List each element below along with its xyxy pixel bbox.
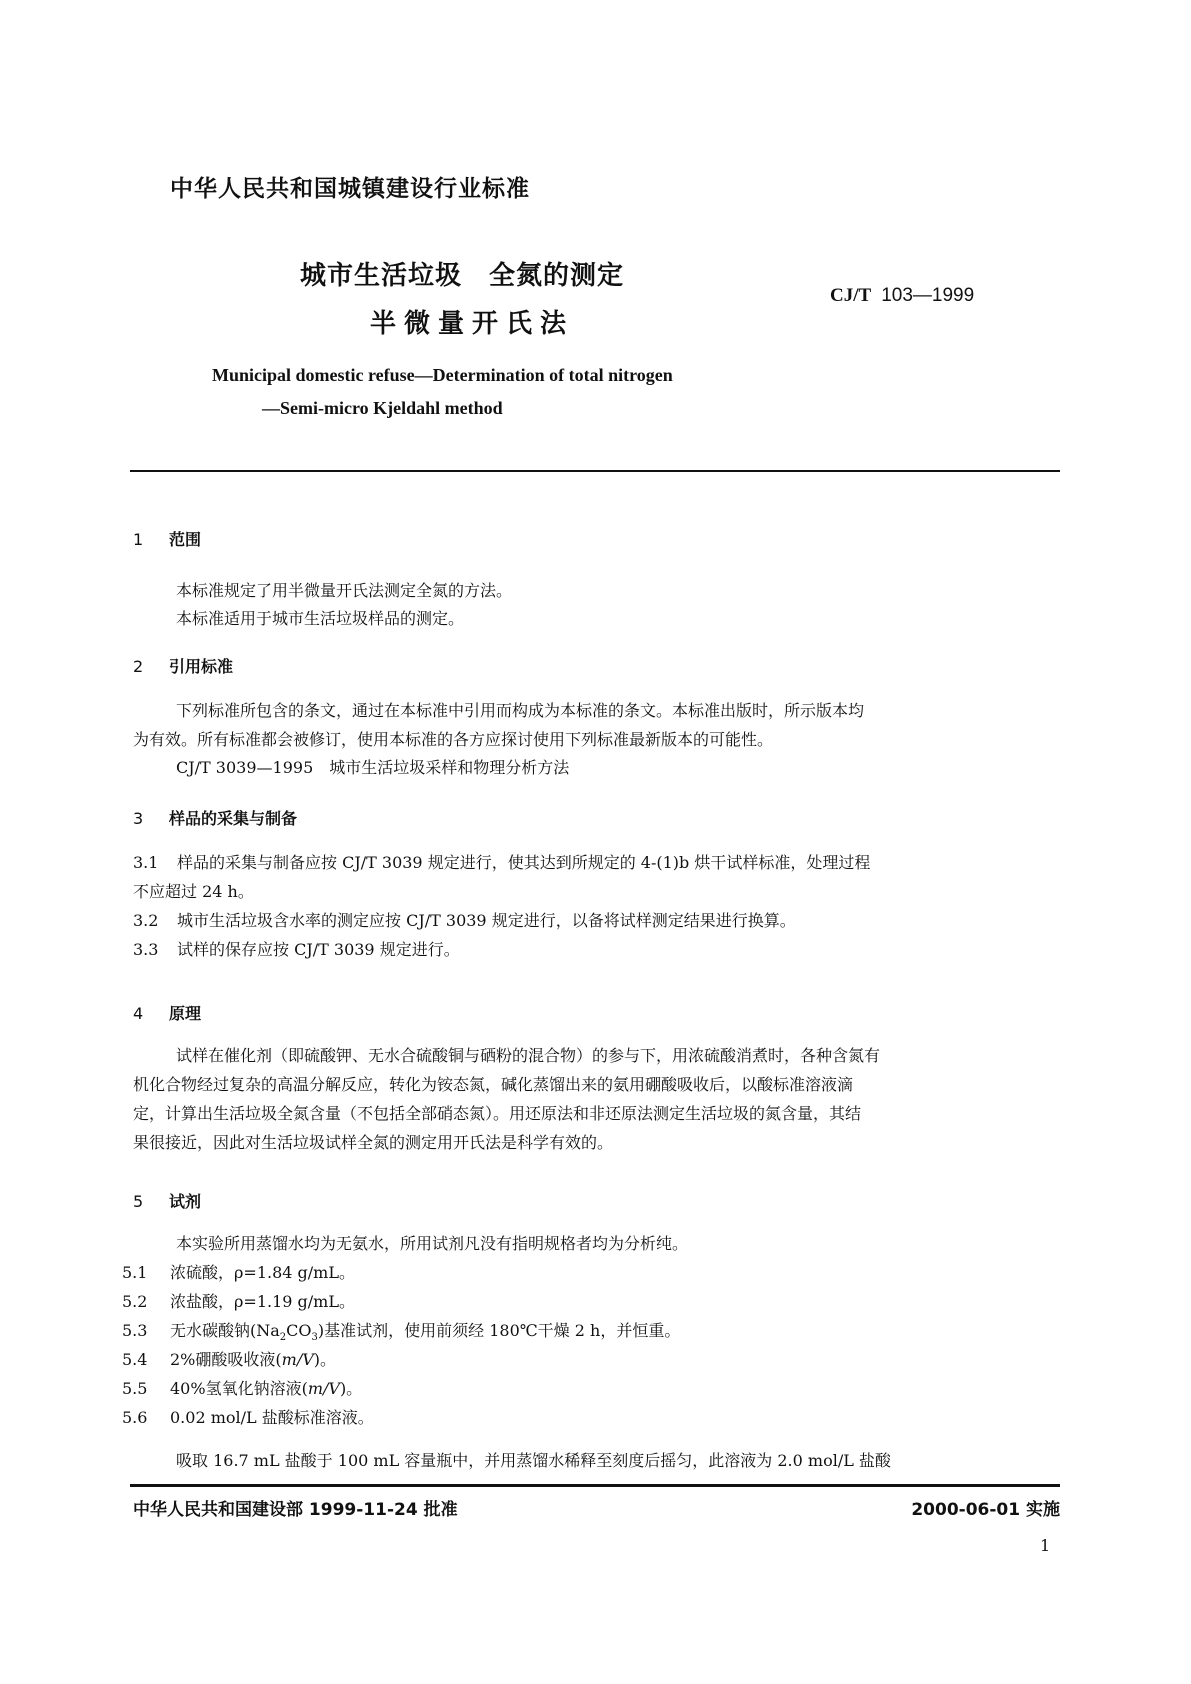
section-4-para: 果很接近，因此对生活垃圾试样全氮的测定用开氏法是科学有效的。	[133, 1133, 614, 1152]
clause-5-3: 5.3 无水碳酸钠$(Na_2CO_3)$基准试剂，使用前须经 180℃干燥 2 h，并恒重。	[122, 1321, 681, 1344]
footer-divider	[130, 1484, 1060, 1487]
clause-5-6-detail: 吸取 16.7 mL 盐酸于 100 mL 容量瓶中，并用蒸馏水稀释至刻度后摇匀，此溶液为 2.0 mol/L 盐酸	[176, 1451, 891, 1470]
standard-code-number: 103—1999	[881, 285, 975, 306]
clause-5-1: 5.1 浓硫酸，ρ=1.84 g/mL。	[122, 1263, 355, 1282]
document-title-line2: 半微量开氏法	[370, 309, 575, 339]
section-2-heading: 2 引用标准	[133, 657, 234, 676]
clause-3-1-cont: 不应超过 24 h。	[133, 882, 254, 901]
clause-5-6: 5.6 0.02 mol/L 盐酸标准溶液。	[122, 1408, 374, 1427]
section-2-para: 为有效。所有标准都会被修订，使用本标准的各方应探讨使用下列标准最新版本的可能性。	[133, 730, 774, 749]
section-1-para: 本标准适用于城市生活垃圾样品的测定。	[176, 609, 465, 628]
section-5-heading: 5 试剂	[133, 1192, 202, 1211]
section-1-heading: 1 范围	[133, 530, 202, 549]
standard-code-prefix: CJ/T	[830, 285, 872, 306]
page-number: 1	[1040, 1536, 1051, 1555]
english-title-line1: Municipal domestic refuse—Determination of total nitrogen	[212, 365, 673, 385]
section-4-heading: 4 原理	[133, 1004, 202, 1023]
section-2-para: 下列标准所包含的条文，通过在本标准中引用而构成为本标准的条文。本标准出版时，所示版本均	[176, 701, 865, 720]
section-3-heading: 3 样品的采集与制备	[133, 809, 298, 828]
section-5-intro: 本实验所用蒸馏水均为无氨水，所用试剂凡没有指明规格者均为分析纯。	[176, 1234, 689, 1253]
document-title-line1: 城市生活垃圾 全氮的测定	[300, 261, 625, 291]
referenced-standard: CJ/T 3039—1995 城市生活垃圾采样和物理分析方法	[176, 758, 570, 777]
clause-3-2: 3.2 城市生活垃圾含水率的测定应按 CJ/T 3039 规定进行，以备将试样测定结果进行换算。	[133, 911, 796, 930]
clause-5-2: 5.2 浓盐酸，ρ=1.19 g/mL。	[122, 1292, 355, 1311]
section-4-para: 机化合物经过复杂的高温分解反应，转化为铵态氮，碱化蒸馏出来的氨用硼酸吸收后，以酸标准溶液滴	[133, 1075, 854, 1094]
section-4-para: 试样在催化剂（即硫酸钾、无水合硫酸铜与硒粉的混合物）的参与下，用浓硫酸消煮时，各种含氮有	[176, 1046, 881, 1065]
section-4-para: 定，计算出生活垃圾全氮含量（不包括全部硝态氮）。用还原法和非还原法测定生活垃圾的氮含量，其结	[133, 1104, 862, 1123]
clause-3-1: 3.1 样品的采集与制备应按 CJ/T 3039 规定进行，使其达到所规定的 4-(1)b 烘干试样标准，处理过程	[133, 853, 871, 872]
clause-5-5: 5.5 40%氢氧化钠溶液(m/V)。	[122, 1379, 363, 1398]
standard-code	[830, 284, 974, 307]
clause-5-4: 5.4 2%硼酸吸收液(m/V)。	[122, 1350, 337, 1369]
approval-date: 中华人民共和国建设部 1999-11-24 批准	[133, 1500, 458, 1520]
header-divider	[130, 470, 1060, 472]
issuing-body-header: 中华人民共和国城镇建设行业标准	[170, 176, 530, 202]
section-1-para: 本标准规定了用半微量开氏法测定全氮的方法。	[176, 581, 513, 600]
effective-date: 2000-06-01 实施	[911, 1500, 1060, 1520]
english-title-line2: —Semi-micro Kjeldahl method	[262, 398, 503, 418]
clause-3-3: 3.3 试样的保存应按 CJ/T 3039 规定进行。	[133, 940, 460, 959]
